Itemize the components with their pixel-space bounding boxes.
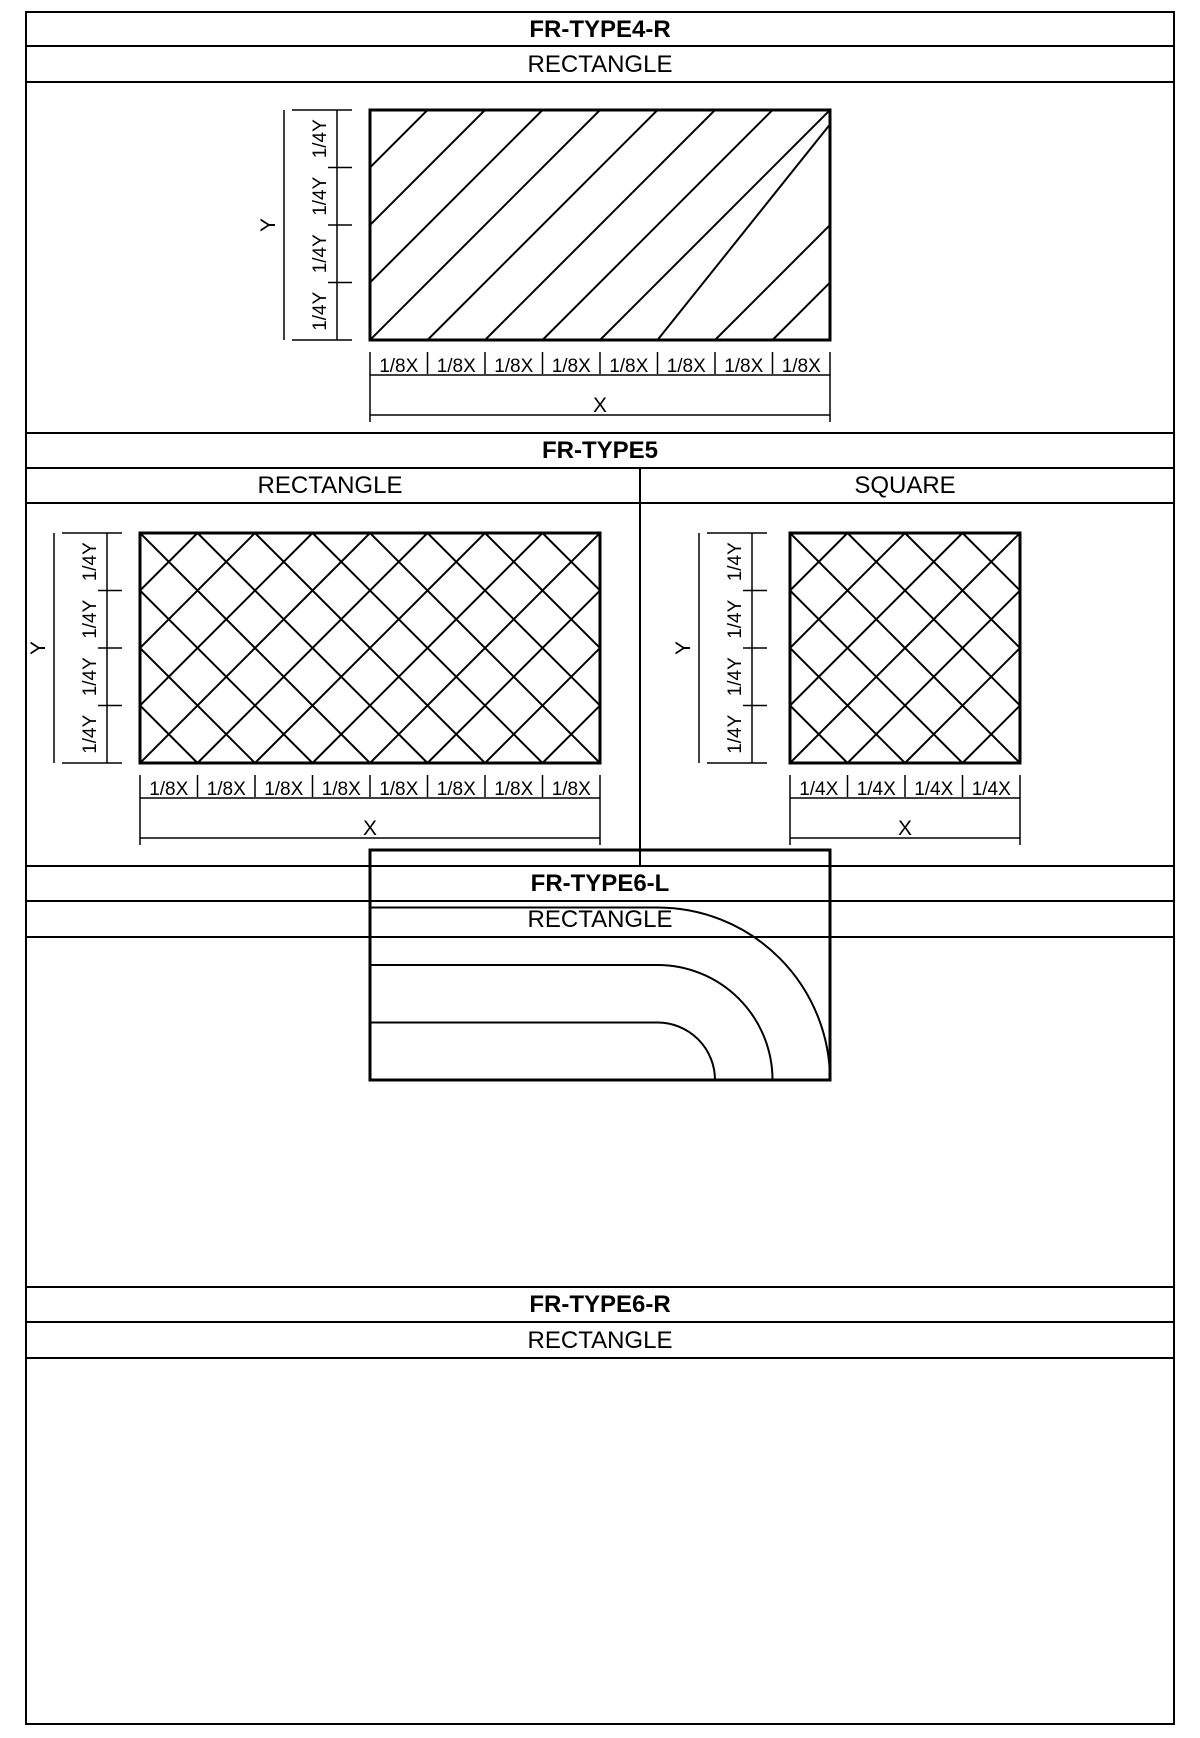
- y-dim-label: 1/4Y: [80, 657, 101, 697]
- x-dim-label: 1/4X: [856, 779, 896, 800]
- x-dim-label: 1/8X: [666, 356, 706, 377]
- x-dim-label: 1/4X: [799, 779, 839, 800]
- x-dim-label: 1/8X: [494, 779, 534, 800]
- section-title-type4-r: FR-TYPE4-R: [529, 16, 671, 43]
- x-dim-label: 1/8X: [781, 356, 821, 377]
- y-dim-label: 1/4Y: [725, 542, 746, 582]
- x-dim-label: 1/8X: [379, 356, 419, 377]
- y-dim-label: 1/4Y: [80, 599, 101, 639]
- panel-label-type6-r-rectangle: RECTANGLE: [527, 1327, 673, 1354]
- curved-lanes-pattern: [370, 908, 830, 1081]
- cross-hatch-pattern: [790, 533, 1193, 763]
- x-dim-label: 1/8X: [149, 779, 189, 800]
- panel-label-type6-l-rectangle: RECTANGLE: [527, 906, 673, 933]
- x-dim-label: 1/8X: [724, 356, 764, 377]
- panel-label-type4-r-rectangle: RECTANGLE: [527, 51, 673, 78]
- y-dim-label: 1/4Y: [725, 714, 746, 754]
- y-total-label: Y: [257, 217, 280, 233]
- section-title-type6-r: FR-TYPE6-R: [529, 1291, 671, 1318]
- y-dim-label: 1/4Y: [725, 599, 746, 639]
- x-dim-label: 1/8X: [436, 779, 476, 800]
- x-dim-label: 1/8X: [379, 779, 419, 800]
- y-dim-label: 1/4Y: [310, 119, 331, 159]
- x-total-label: X: [592, 394, 608, 417]
- x-dim-label: 1/8X: [264, 779, 304, 800]
- section-title-type6-l: FR-TYPE6-L: [530, 870, 670, 897]
- x-dim-label: 1/8X: [551, 779, 591, 800]
- section-title-type5: FR-TYPE5: [541, 437, 659, 464]
- x-dim-label: 1/4X: [914, 779, 954, 800]
- table-grid: [26, 12, 1174, 1724]
- type5-square-drawing: [672, 533, 1193, 845]
- x-dim-label: 1/8X: [609, 356, 649, 377]
- type5-rectangle-drawing: [27, 533, 773, 845]
- type4-r-drawing: [257, 53, 1003, 423]
- x-dim-label: 1/8X: [436, 356, 476, 377]
- y-dim-label: 1/4Y: [310, 291, 331, 331]
- y-dim-label: 1/4Y: [80, 542, 101, 582]
- x-total-label: X: [897, 817, 913, 840]
- diagonal-hatch-pattern: [370, 53, 1003, 341]
- panel-label-type5-square: SQUARE: [854, 472, 956, 499]
- y-dim-label: 1/4Y: [80, 714, 101, 754]
- x-dim-label: 1/8X: [206, 779, 246, 800]
- y-total-label: Y: [27, 640, 50, 656]
- panel-label-type5-rectangle: RECTANGLE: [257, 472, 403, 499]
- y-dim-label: 1/4Y: [725, 657, 746, 697]
- x-dim-label: 1/8X: [494, 356, 534, 377]
- x-dim-label: 1/8X: [551, 356, 591, 377]
- x-total-label: X: [362, 817, 378, 840]
- x-dim-label: 1/4X: [971, 779, 1011, 800]
- y-total-label: Y: [672, 640, 695, 656]
- y-dim-label: 1/4Y: [310, 176, 331, 216]
- x-dim-label: 1/8X: [321, 779, 361, 800]
- y-dim-label: 1/4Y: [310, 234, 331, 274]
